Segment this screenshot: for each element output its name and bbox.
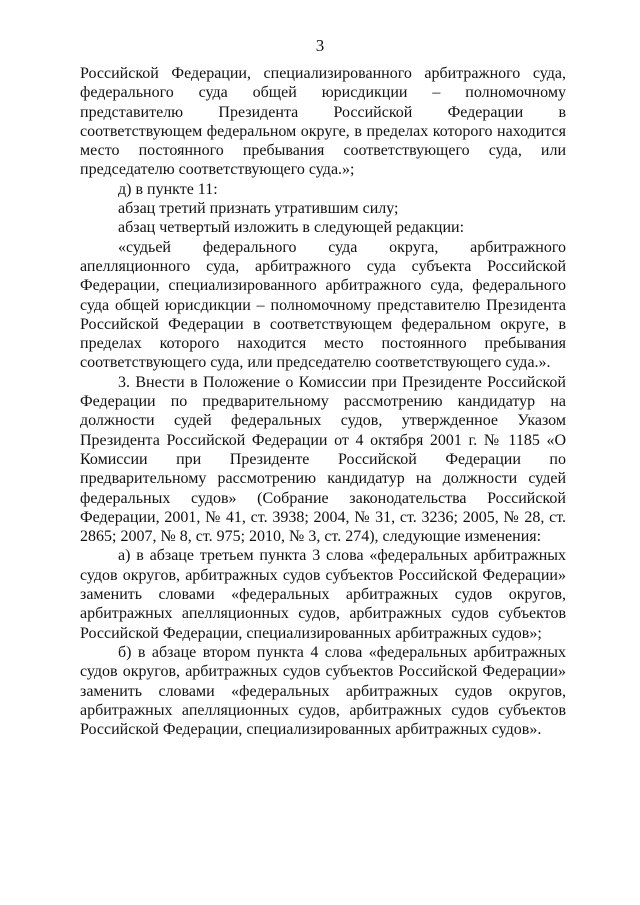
page-number: 3 xyxy=(315,36,325,55)
paragraph-item-b: б) в абзаце втором пункта 4 слова «федеральных арбитражных судов округов, арбитражных судов субъектов Российской Федерации» заменить словами «федеральных арбитражных судов округов, арбитражных апелляционных судов, арбитражных судов субъектов Российской Федерации, специализированных арбитражных судов». xyxy=(80,643,566,739)
paragraph-item-a: а) в абзаце третьем пункта 3 слова «федеральных арбитражных судов округов, арбитражных судов субъектов Российской Федерации» заменить словами «федеральных арбитражных судов округов, арбитражных апелляционных судов, арбитражных судов субъектов Российской Федерации, специализированных арбитражных судов»; xyxy=(80,547,566,642)
paragraph-quote-new-wording: «судьей федерального суда округа, арбитражного апелляционного суда, арбитражного суда субъекта Российской Федерации, специализированного арбитражного суда, федерального суда общей юрисдикции – полномочному представителю Президента Российской Федерации в соответствующем федеральном округе, в пределах которого находится место постоянного пребывания соответствующего суда, или председателю соответствующего суда.». xyxy=(80,238,566,372)
paragraph-abzac-tretiy: абзац третий признать утратившим силу; xyxy=(118,200,399,218)
paragraph-continuation: Российской Федерации, специализированного арбитражного суда, федерального суда общей юрисдикции – полномочному представителю Президента Российской Федерации в соответствующем федеральном округе, в пределах которого находится место постоянного пребывания соответствующего суда, или председателю соответствующего суда.»; xyxy=(80,65,566,179)
document-body xyxy=(80,64,566,739)
paragraph-item-d: д) в пункте 11: xyxy=(118,180,218,198)
paragraph-abzac-chetvertyy: абзац четвертый изложить в следующей редакции: xyxy=(118,219,465,237)
paragraph-item-3: 3. Внести в Положение о Комиссии при Президенте Российской Федерации по предварительному рассмотрению кандидатур на должности судей федеральных судов, утвержденное Указом Президента Российской Федерации от 4 октября 2001 г. № 1185 «О Комиссии при Президенте Российской Федерации по предварительному рассмотрению кандидатур на должности судей федеральных судов» (Собрание законодательства Российской Федерации, 2001, № 41, ст. 3938; 2004, № 31, ст. 3236; 2005, № 28, ст. 2865; 2007, № 8, ст. 975; 2010, № 3, ст. 274), следующие изменения: xyxy=(80,373,566,546)
